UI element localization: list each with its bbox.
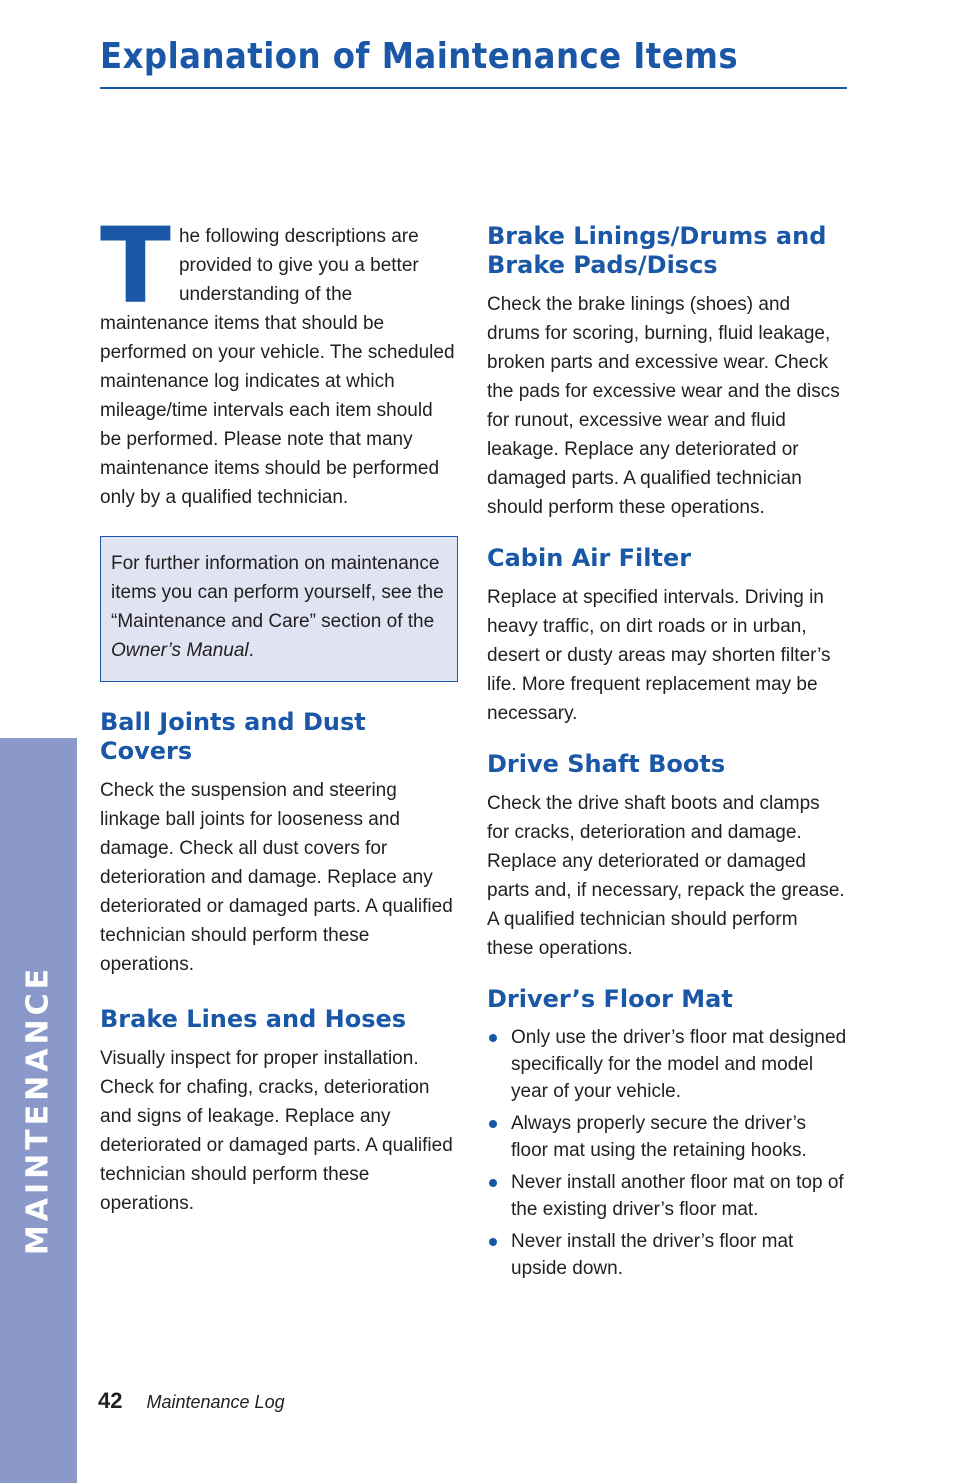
section-body-brake-lines: Visually inspect for proper installation. Check for chafing, cracks, deterioration and signs of leakage. Replace any deteriorated or damaged parts. A qualified technician should perform these operations. bbox=[100, 1048, 453, 1214]
bullet-icon bbox=[489, 1120, 497, 1128]
title-rule bbox=[100, 87, 847, 89]
page-number: 42 bbox=[98, 1388, 123, 1413]
section-heading-cabin-filter: Cabin Air Filter bbox=[487, 544, 692, 572]
bullet-text: Only use the driver’s floor mat designed specifically for the model and model year of your vehicle. bbox=[511, 1027, 847, 1102]
note-text: For further information on maintenance items you can perform yourself, see the “Maintenance and Care” section of the bbox=[111, 553, 444, 632]
footer-label: Maintenance Log bbox=[146, 1392, 285, 1412]
floor-mat-bullet-list bbox=[487, 1024, 847, 1282]
side-tab-label: MAINTENANCE bbox=[20, 964, 56, 1256]
bullet-text: Always properly secure the driver’s floor mat using the retaining hooks. bbox=[511, 1113, 807, 1161]
note-text-end: . bbox=[248, 640, 254, 661]
section-body-drive-shaft: Check the drive shaft boots and clamps for cracks, deterioration and damage. Replace any deteriorated or damaged parts and, if necessary, repack the grease. A qualified technician should perform these operations. bbox=[487, 793, 845, 959]
note-emphasis: Owner’s Manual bbox=[111, 640, 249, 661]
bullet-icon bbox=[489, 1179, 497, 1187]
intro-paragraph bbox=[100, 205, 458, 512]
section-heading-brake-lines: Brake Lines and Hoses bbox=[100, 1005, 407, 1033]
list-item bbox=[487, 1169, 847, 1223]
section-body-brake-linings: Check the brake linings (shoes) and drums for scoring, burning, fluid leakage, broken parts and excessive wear. Check the pads for excessive wear and the discs for runout, excessive wear and fluid leakage. Replace any deteriorated or damaged parts. A qualified technician should perform these operations. bbox=[487, 294, 840, 518]
note-box bbox=[100, 536, 458, 682]
drop-cap: T bbox=[100, 205, 171, 327]
section-body-ball-joints: Check the suspension and steering linkage ball joints for looseness and damage. Check all dust covers for deterioration and damage. Replace any deteriorated or damaged parts. A qualified technician should perform these operations. bbox=[100, 780, 453, 975]
list-item bbox=[487, 1024, 847, 1105]
section-heading-floor-mat: Driver’s Floor Mat bbox=[487, 985, 733, 1013]
bullet-text: Never install the driver’s floor mat upside down. bbox=[511, 1231, 794, 1279]
list-item bbox=[487, 1110, 847, 1164]
bullet-icon bbox=[489, 1238, 497, 1246]
section-heading-ball-joints: Ball Joints and Dust Covers bbox=[100, 708, 366, 765]
section-heading-drive-shaft: Drive Shaft Boots bbox=[487, 750, 726, 778]
page-footer bbox=[98, 1388, 285, 1414]
bullet-icon bbox=[489, 1034, 497, 1042]
intro-text: he following descriptions are provided to give you a better understanding of the maintenance items that should be performed on your vehicle. The scheduled maintenance log indicates at which mileage/time intervals each item should be performed. Please note that many maintenance items should be performed only by a qualified technician. bbox=[100, 226, 455, 508]
section-heading-brake-linings: Brake Linings/Drums and Brake Pads/Discs bbox=[487, 222, 827, 279]
section-body-cabin-filter: Replace at specified intervals. Driving in heavy traffic, on dirt roads or in urban, desert or dusty areas may shorten filter’s life. More frequent replacement may be necessary. bbox=[487, 587, 831, 724]
right-column bbox=[487, 222, 847, 1287]
list-item bbox=[487, 1228, 847, 1282]
page-title: Explanation of Maintenance Items bbox=[100, 36, 739, 77]
left-column bbox=[100, 205, 458, 1218]
bullet-text: Never install another floor mat on top of the existing driver’s floor mat. bbox=[511, 1172, 844, 1220]
